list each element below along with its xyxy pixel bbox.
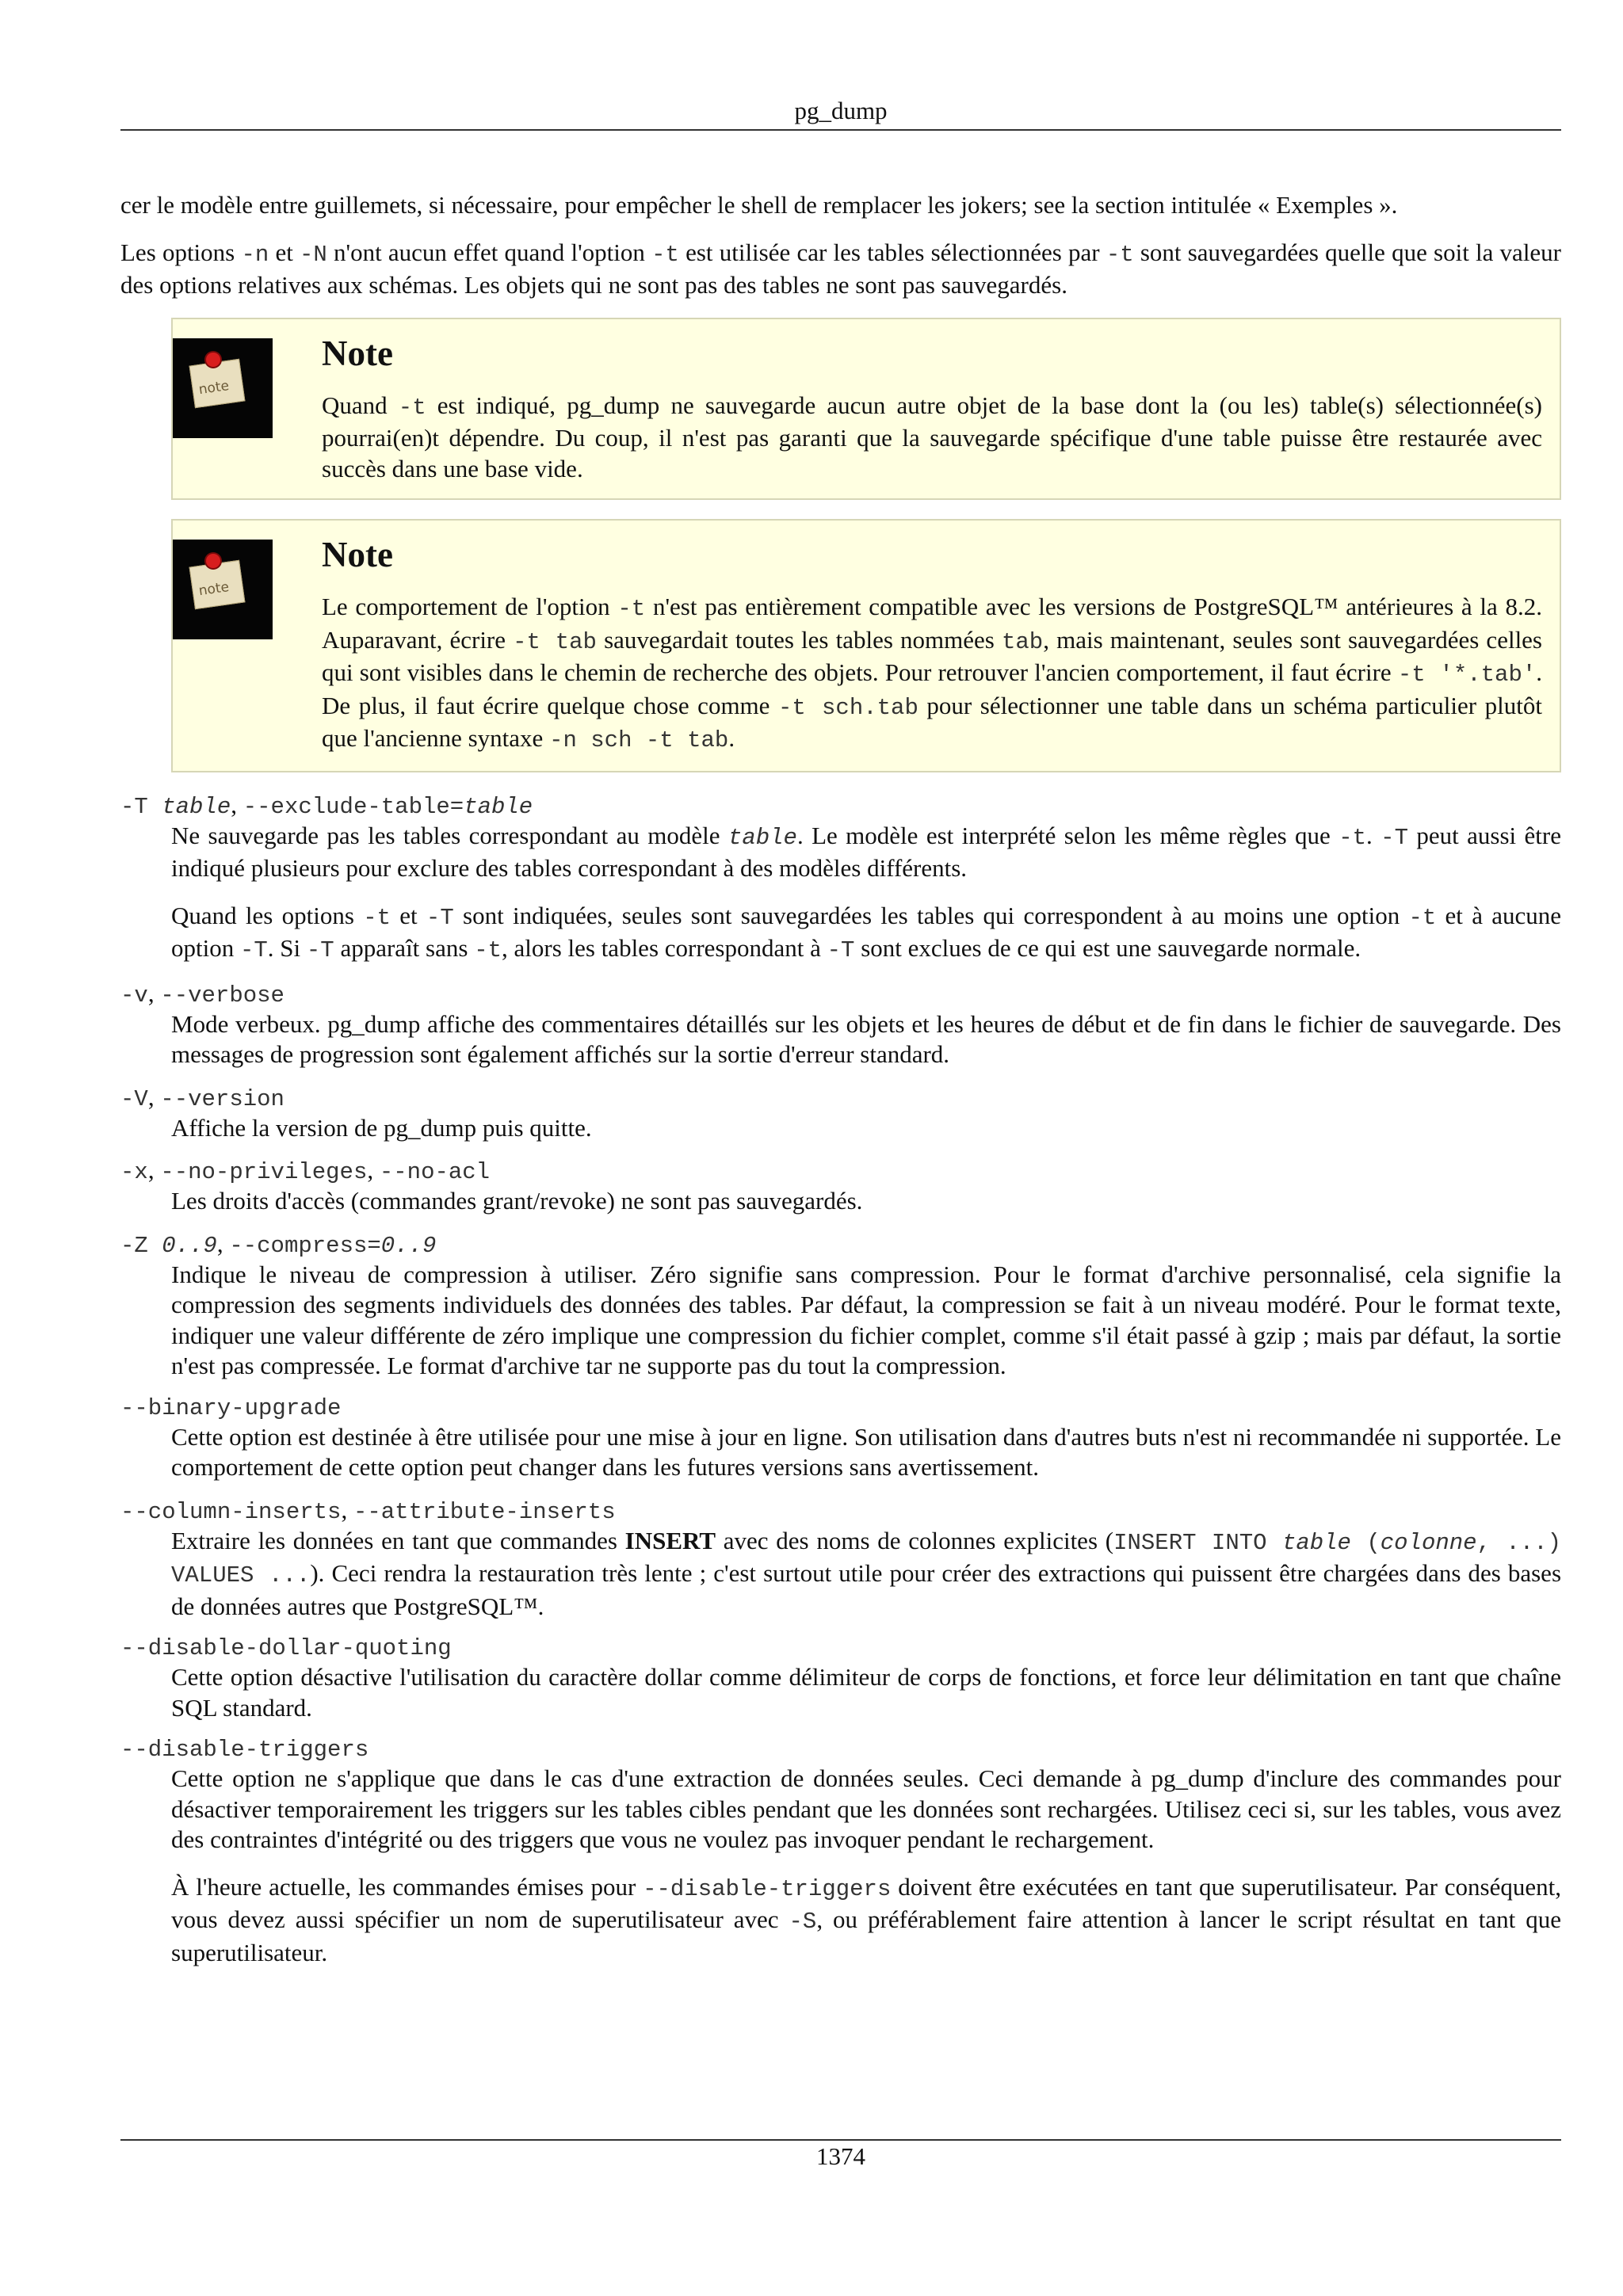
option-term — [120, 1230, 1561, 1260]
option-code: -t — [1106, 241, 1134, 268]
pushpin-icon — [206, 554, 220, 568]
option-description — [171, 821, 1561, 967]
text: ). Ceci rendra la restauration très lente ; c'est surtout utile pour créer des extractions qui puissent être chargées dans des bases de données autres que PostgreSQL™. — [171, 1559, 1562, 1620]
option-term — [120, 1157, 1561, 1186]
option-description — [171, 1009, 1561, 1070]
option-description — [171, 1526, 1561, 1623]
note-title: Note — [322, 333, 393, 373]
note-paper — [189, 560, 246, 609]
option-code: -n — [241, 241, 269, 268]
desc-paragraph — [171, 1526, 1561, 1623]
text: . Le modèle est interprété selon les même règles que — [796, 821, 1339, 849]
text: est utilisée car les tables sélectionnées par — [678, 238, 1106, 266]
option-description — [171, 1764, 1561, 1968]
option-term — [120, 1084, 1561, 1113]
flag: -V — [120, 1085, 148, 1112]
long: --disable-triggers — [120, 1737, 369, 1763]
running-header-title: pg_dump — [794, 97, 888, 124]
option-term — [120, 1497, 1561, 1526]
text: sont sauvegardées quelle que soit la valeur des options relatives aux schémas. Les objets qui ne sont pas des tables ne sont pas sauvegardés. — [120, 238, 1562, 299]
footer-rule — [120, 2139, 1561, 2141]
option-code: -t sch.tab — [778, 694, 918, 721]
text: doivent être exécutées en tant que superutilisateur. Par conséquent, vous devez aussi spécifier un nom de superutilisateur avec — [171, 1872, 1561, 1933]
option-entry-compress — [120, 1230, 1561, 1382]
text: . — [1366, 821, 1381, 849]
option-code: -T — [306, 937, 334, 963]
sep: , — [231, 790, 243, 818]
long: --exclude-table= — [242, 793, 464, 820]
text: et — [269, 238, 300, 266]
option-description — [171, 1260, 1561, 1382]
text: n'est pas entièrement compatible avec les versions de PostgreSQL™ antérieures à la 8.2. Auparavant, écrire — [322, 593, 1543, 654]
option-term — [120, 1737, 1561, 1764]
option-description — [171, 1186, 1561, 1217]
page-content — [120, 190, 1561, 1981]
option-code: -n sch -t tab — [549, 727, 729, 753]
sep: , — [367, 1156, 380, 1184]
text: Extraire les données en tant que commandes — [171, 1526, 625, 1554]
option-entry-disable-triggers — [120, 1737, 1561, 1968]
desc-paragraph: Indique le niveau de compression à utiliser. Zéro signifie sans compression. Pour le format d'archive personnalisé, cela signifie la compression des segments individuels des données des tables. Par défaut, la compression se fait à un niveau modéré. Pour le format texte, indiquer une valeur différente de zéro implique une compression du fichier complet, comme s'il était passé à gzip ; mais par défaut, la sortie n'est pas compressée. Le format d'archive tar ne supporte pas du tout la compression. — [171, 1260, 1561, 1379]
option-code: -t — [651, 241, 679, 268]
sep: , — [147, 978, 161, 1007]
option-description — [171, 1422, 1561, 1483]
option-code: -t — [474, 937, 502, 963]
option-code: -t '*.tab' — [1397, 662, 1537, 688]
long: --no-privileges — [160, 1159, 368, 1185]
arg-code: table — [727, 824, 797, 851]
option-code: -S — [789, 1909, 817, 1935]
option-entry-column-inserts — [120, 1497, 1561, 1623]
option-code: -t tab — [513, 628, 597, 655]
desc-paragraph: Mode verbeux. pg_dump affiche des commentaires détaillés sur les objets et les heures de début et de fin dans le fichier de sauvegarde. Des messages de progression sont également affichés sur la sortie d'erreur standard. — [171, 1009, 1561, 1068]
option-description — [171, 1662, 1561, 1723]
page-number: 1374 — [816, 2142, 865, 2170]
option-entry-version — [120, 1084, 1561, 1144]
note-title: Note — [322, 535, 393, 574]
option-code: -T — [239, 937, 268, 963]
note-text — [322, 391, 1542, 485]
option-entry-binary-upgrade — [120, 1395, 1561, 1483]
note-icon — [173, 338, 273, 438]
long: --column-inserts — [120, 1498, 342, 1525]
sql-code: table — [1281, 1529, 1351, 1556]
option-code: -t — [617, 596, 646, 622]
note-box-2 — [171, 519, 1561, 772]
text: Les options — [120, 238, 242, 266]
text: et à aucune option — [171, 901, 1562, 962]
long: --verbose — [160, 982, 285, 1009]
option-term — [120, 1395, 1561, 1422]
option-entry-no-privileges — [120, 1157, 1561, 1217]
note-icon-label: note — [197, 579, 231, 600]
option-term — [120, 980, 1561, 1009]
text: sont exclues de ce qui est une sauvegarde normale. — [854, 934, 1361, 962]
text: , ou préférablement faire attention à lancer le script résultat en tant que superutilisateur. — [171, 1905, 1561, 1966]
text: , mais maintenant, seules sont sauvegardées celles qui sont visibles dans le chemin de recherche des objets. Pour retrouver l'ancien comportement, il faut écrire — [322, 625, 1543, 686]
sql-code: ( — [1350, 1529, 1381, 1556]
option-term — [120, 791, 1561, 821]
long-arg: 0..9 — [380, 1232, 437, 1259]
text: Quand les options — [171, 901, 364, 929]
long: --attribute-inserts — [353, 1498, 616, 1525]
option-code: --disable-triggers — [643, 1875, 892, 1902]
option-entry-verbose — [120, 980, 1561, 1070]
text: . — [728, 724, 735, 752]
sql-code: INSERT INTO — [1113, 1529, 1282, 1556]
document-page — [120, 0, 1561, 2296]
command-name: INSERT — [624, 1526, 716, 1554]
text: n'ont aucun effet quand l'option — [327, 238, 652, 266]
text: sauvegardait toutes les tables nommées — [596, 625, 1002, 654]
option-code: -t — [398, 394, 426, 421]
intro-paragraph-2 — [120, 238, 1561, 301]
sep: , — [341, 1495, 353, 1524]
option-description — [171, 1113, 1561, 1144]
option-code: -T — [1381, 824, 1408, 851]
option-term — [120, 1635, 1561, 1662]
header-rule — [120, 129, 1561, 131]
option-code: -t — [363, 904, 391, 931]
desc-paragraph: Cette option ne s'applique que dans le cas d'une extraction de données seules. Ceci demande à pg_dump d'inclure des commandes pour désactiver temporairement les triggers sur les tables cibles pendant que les données sont rechargées. Utilisez ceci si, sur les tables, vous avez des contraintes d'intégrité ou des triggers que vous ne voulez pas invoquer pendant le rechargement. — [171, 1764, 1561, 1853]
option-code: -T — [827, 937, 855, 963]
sql-code: , ...) VALUES ... — [171, 1529, 1562, 1589]
flag: -T — [120, 793, 162, 820]
sep: , — [216, 1229, 230, 1257]
sep: , — [147, 1082, 161, 1111]
text: peut aussi être indiqué plusieurs pour exclure des tables correspondant à des modèles différents. — [171, 821, 1562, 882]
desc-paragraph — [171, 901, 1561, 967]
desc-paragraph: Les droits d'accès (commandes grant/revoke) ne sont pas sauvegardés. — [171, 1187, 863, 1215]
option-entry-disable-dollar-quoting — [120, 1635, 1561, 1723]
intro-paragraph-1: cer le modèle entre guillemets, si nécessaire, pour empêcher le shell de remplacer les jokers; see la section intitulée « Exemples ». — [120, 191, 1398, 219]
text: avec des noms de colonnes explicites ( — [716, 1526, 1114, 1554]
option-code: tab — [1001, 628, 1044, 655]
arg: 0..9 — [162, 1232, 217, 1259]
text: et — [391, 901, 426, 929]
long: --binary-upgrade — [120, 1394, 342, 1421]
note-box-1 — [171, 318, 1561, 501]
text: apparaît sans — [334, 934, 475, 962]
long: --disable-dollar-quoting — [120, 1635, 452, 1661]
option-code: -T — [426, 904, 454, 931]
text: . Si — [267, 934, 307, 962]
note-text — [322, 592, 1542, 757]
option-entry-exclude-table — [120, 791, 1561, 967]
option-code: -N — [300, 241, 327, 268]
desc-paragraph — [171, 1872, 1561, 1969]
pushpin-icon — [206, 353, 220, 367]
long: --compress= — [229, 1232, 381, 1259]
sep: , — [147, 1156, 161, 1184]
text: Le comportement de l'option — [322, 593, 618, 620]
text: est indiqué, pg_dump ne sauvegarde aucun autre objet de la base dont la (ou les) table(s) sélectionnée(s) pourrai(en)t dépendre. Du coup, il n'est pas garanti que la sauvegarde spécifique d'une table puisse être restaurée avec succès dans une base vide. — [322, 391, 1542, 482]
long: --no-acl — [379, 1159, 491, 1185]
arg: table — [162, 793, 231, 820]
sql-code: colonne — [1380, 1529, 1477, 1556]
long: --version — [160, 1085, 285, 1112]
desc-paragraph — [171, 821, 1561, 884]
desc-paragraph: Cette option désactive l'utilisation du caractère dollar comme délimiteur de corps de fonctions, et force leur délimitation en tant que chaîne SQL standard. — [171, 1663, 1561, 1722]
flag: -x — [120, 1159, 148, 1185]
text: sont indiquées, seules sont sauvegardées les tables qui correspondent à au moins une option — [453, 901, 1409, 929]
long-arg: table — [464, 793, 533, 820]
desc-paragraph: Affiche la version de pg_dump puis quitte. — [171, 1113, 592, 1142]
text: . De plus, il faut écrire quelque chose comme — [322, 658, 1543, 719]
text: pour sélectionner une table dans un schéma particulier plutôt que l'ancienne syntaxe — [322, 691, 1542, 752]
desc-paragraph: Cette option est destinée à être utilisée pour une mise à jour en ligne. Son utilisation dans d'autres buts n'est ni recommandée ni supportée. Le comportement de cette option peut changer dans les futures versions sans avertissement. — [171, 1422, 1561, 1481]
text: , alors les tables correspondant à — [502, 934, 827, 962]
option-code: -t — [1408, 904, 1437, 931]
option-code: -t — [1338, 824, 1367, 851]
note-icon — [173, 540, 273, 639]
text: Ne sauvegarde pas les tables correspondant au modèle — [171, 821, 728, 849]
text: À l'heure actuelle, les commandes émises pour — [171, 1872, 643, 1901]
flag: -Z — [120, 1232, 162, 1259]
note-icon-label: note — [197, 377, 231, 398]
text: Quand — [322, 391, 399, 419]
flag: -v — [120, 982, 148, 1009]
note-paper — [189, 358, 246, 407]
